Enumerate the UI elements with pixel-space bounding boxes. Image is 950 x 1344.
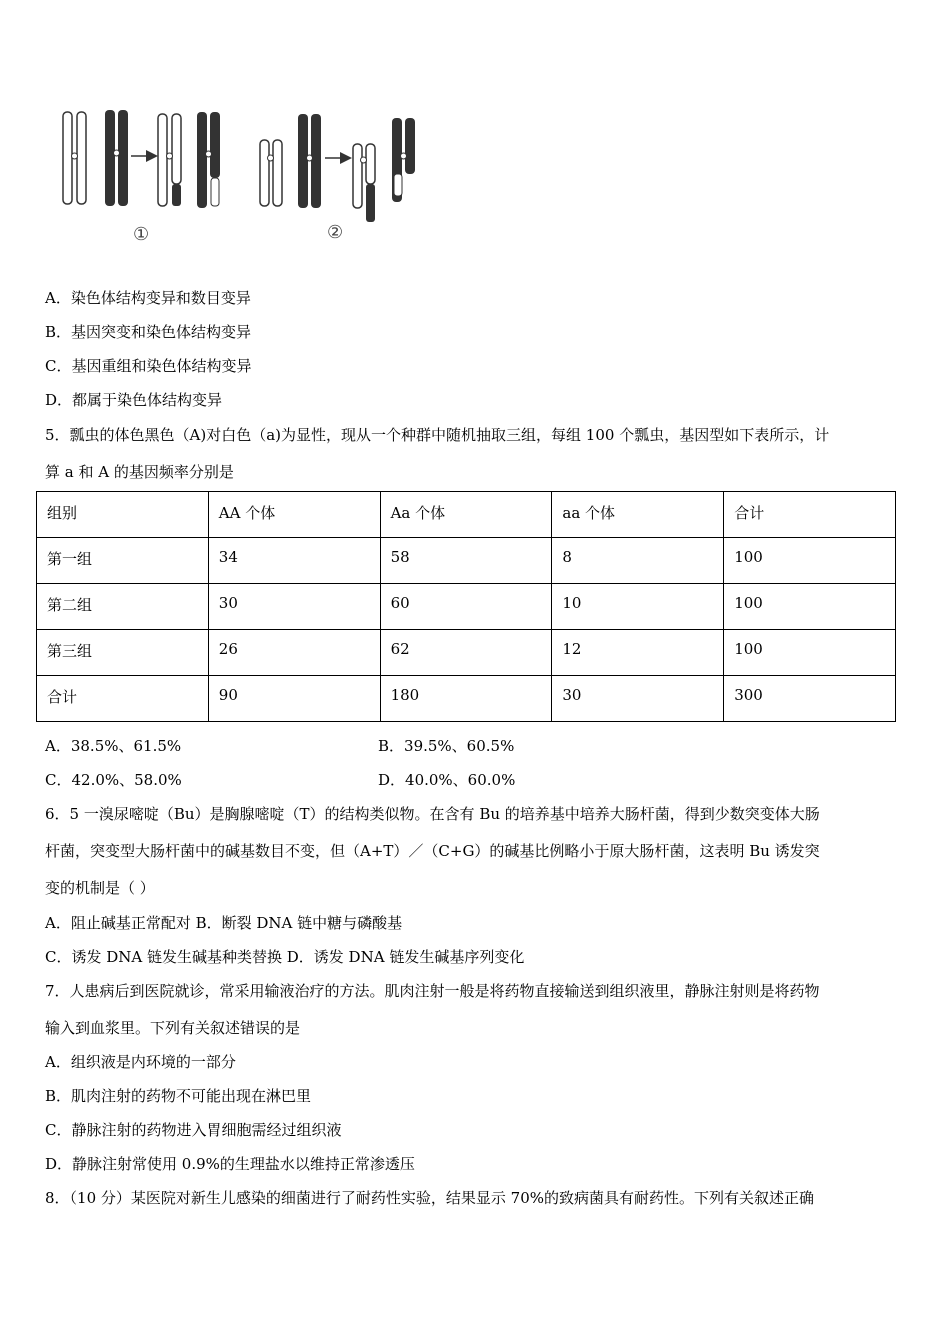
figure-label-1: ①: [133, 224, 150, 245]
q5-stem-line1: [45, 424, 829, 445]
table-cell: 30: [208, 584, 380, 630]
q8-score: （10 分）: [69, 1189, 131, 1207]
figure-2-chromosomes: [260, 114, 415, 222]
table-cell: 300: [724, 676, 896, 722]
table-cell: 第一组: [37, 538, 209, 584]
table-cell: 8: [552, 538, 724, 584]
figure-label-2: ②: [327, 222, 344, 243]
q6-stem-line2: 杆菌，突变型大肠杆菌中的碱基数目不变，但（A+T）／（C+G）的碱基比例略小于原大肠杆菌，这表明 Bu 诱发突: [45, 842, 820, 860]
q6-options-line2[interactable]: C．诱发 DNA 链发生碱基种类替换 D．诱发 DNA 链发生碱基序列变化: [45, 948, 525, 966]
table-cell: 90: [208, 676, 380, 722]
table-cell: 12: [552, 630, 724, 676]
q6-options-line1[interactable]: A．阻止碱基正常配对 B．断裂 DNA 链中糖与磷酸基: [45, 914, 403, 932]
table-cell: 62: [380, 630, 552, 676]
table-header-row: [37, 492, 896, 538]
table-cell: 30: [552, 676, 724, 722]
q5-number: 5．: [45, 426, 70, 444]
q6-number: 6．: [45, 805, 70, 823]
q8-number: 8．: [45, 1189, 70, 1207]
q6-stem-line3: 变的机制是（ ）: [45, 879, 155, 897]
genotype-table: [36, 491, 896, 722]
table-cell: 100: [724, 630, 896, 676]
q5-option-b[interactable]: B．39.5%、60.5%: [378, 737, 515, 755]
table-header-cell: 组别: [37, 492, 209, 538]
table-cell: 60: [380, 584, 552, 630]
table-cell: 180: [380, 676, 552, 722]
table-cell: 100: [724, 538, 896, 584]
table-cell: 第二组: [37, 584, 209, 630]
q7-option-c[interactable]: C．静脉注射的药物进入胃细胞需经过组织液: [45, 1121, 342, 1139]
q6-stem-line1: [45, 803, 820, 824]
table-header-cell: 合计: [724, 492, 896, 538]
q8-stem-text-1: 某医院对新生儿感染的细菌进行了耐药性实验，结果显示 70%的致病菌具有耐药性。下列有关叙述正确: [130, 1189, 815, 1207]
q7-option-a[interactable]: A．组织液是内环境的一部分: [45, 1053, 236, 1071]
chromosome-diagram: [55, 100, 435, 250]
q4-option-b[interactable]: B．基因突变和染色体结构变异: [45, 323, 252, 341]
q7-stem-line1: [45, 980, 820, 1001]
q6-stem-text-1: 5 一溴尿嘧啶（Bu）是胸腺嘧啶（T）的结构类似物。在含有 Bu 的培养基中培养大肠杆菌，得到少数突变体大肠: [69, 805, 820, 823]
table-cell: 第三组: [37, 630, 209, 676]
table-header-cell: aa 个体: [552, 492, 724, 538]
table-row: [37, 630, 896, 676]
q4-option-d[interactable]: D．都属于染色体结构变异: [45, 391, 223, 409]
table-header-cell: AA 个体: [208, 492, 380, 538]
q5-stem-line2: 算 a 和 A 的基因频率分别是: [45, 463, 234, 481]
q5-option-a[interactable]: A．38.5%、61.5%: [45, 737, 182, 755]
q8-stem-line1: [45, 1187, 814, 1208]
q7-option-d[interactable]: D．静脉注射常使用 0.9%的生理盐水以维持正常渗透压: [45, 1155, 415, 1173]
q7-number: 7．: [45, 982, 70, 1000]
table-cell: 26: [208, 630, 380, 676]
table-row: [37, 584, 896, 630]
q5-option-c[interactable]: C．42.0%、58.0%: [45, 771, 182, 789]
q4-option-c[interactable]: C．基因重组和染色体结构变异: [45, 357, 252, 375]
table-cell: 58: [380, 538, 552, 584]
table-cell: 合计: [37, 676, 209, 722]
q5-option-d[interactable]: D．40.0%、60.0%: [378, 771, 516, 789]
q5-stem-text-1: 瓢虫的体色黑色（A)对白色（a)为显性，现从一个种群中随机抽取三组，每组 100 个瓢虫，基因型如下表所示，计: [69, 426, 830, 444]
q7-stem-line2: 输入到血浆里。下列有关叙述错误的是: [45, 1019, 301, 1037]
q4-option-a[interactable]: A．染色体结构变异和数目变异: [45, 289, 251, 307]
table-header-cell: Aa 个体: [380, 492, 552, 538]
q7-stem-text-1: 人患病后到医院就诊，常采用输液治疗的方法。肌肉注射一般是将药物直接输送到组织液里，静脉注射则是将药物: [69, 982, 820, 1000]
figure-1-chromosomes: [63, 110, 220, 208]
table-cell: 10: [552, 584, 724, 630]
table-row: [37, 538, 896, 584]
table-cell: 100: [724, 584, 896, 630]
table-cell: 34: [208, 538, 380, 584]
q7-option-b[interactable]: B．肌肉注射的药物不可能出现在淋巴里: [45, 1087, 312, 1105]
table-row: [37, 676, 896, 722]
